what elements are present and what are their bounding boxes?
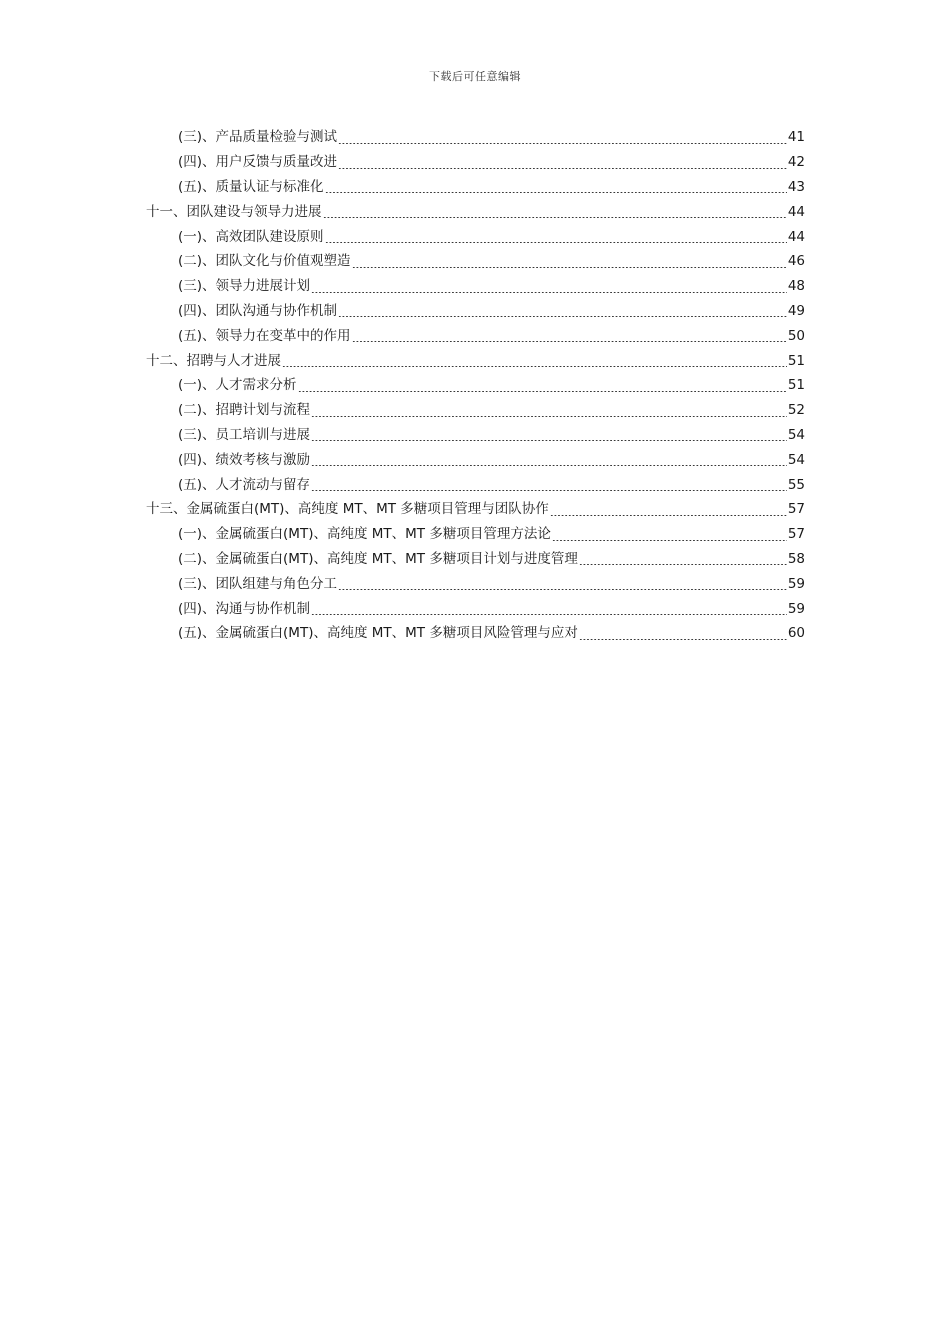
toc-entry-title: (五)、质量认证与标准化 [178,178,324,195]
toc-entry-page-number: 58 [787,550,805,567]
toc-entry-page-number: 49 [787,302,805,319]
toc-entry-title: (五)、人才流动与留存 [178,476,311,493]
toc-entry-title: (四)、沟通与协作机制 [178,600,311,617]
toc-entry-page-number: 55 [787,476,805,493]
toc-entry-title: (二)、团队文化与价值观塑造 [178,253,351,270]
toc-entry-page-number: 57 [787,526,805,543]
toc-dot-leader [352,267,787,268]
toc-dot-leader [311,440,787,441]
toc-entry-page-number: 44 [787,228,805,245]
toc-entry-title: (三)、团队组建与角色分工 [178,575,338,592]
toc-dot-leader [338,168,787,169]
toc-entry[interactable] [178,175,805,200]
table-of-contents [0,125,950,646]
toc-dot-leader [311,292,787,293]
toc-entry[interactable] [146,497,805,522]
toc-entry-title: (三)、员工培训与进展 [178,426,311,443]
toc-entry-page-number: 41 [787,129,805,146]
toc-entry[interactable] [178,571,805,596]
toc-dot-leader [338,316,787,317]
toc-dot-leader [552,540,787,541]
toc-entry-title: 十二、招聘与人才进展 [146,352,281,369]
toc-entry[interactable] [178,323,805,348]
toc-entry-title: 十三、金属硫蛋白(MT)、高纯度 MT、MT 多糖项目管理与团队协作 [146,501,549,518]
toc-entry-page-number: 59 [787,600,805,617]
toc-entry[interactable] [178,596,805,621]
toc-entry[interactable] [146,348,805,373]
toc-dot-leader [325,192,787,193]
toc-entry-page-number: 42 [787,154,805,171]
toc-entry[interactable] [178,423,805,448]
toc-entry-title: (四)、绩效考核与激励 [178,451,311,468]
toc-dot-leader [579,639,787,640]
toc-entry-title: (四)、团队沟通与协作机制 [178,302,338,319]
toc-entry[interactable] [178,249,805,274]
toc-entry-page-number: 60 [787,625,805,642]
toc-entry-page-number: 51 [787,377,805,394]
toc-entry-page-number: 54 [787,451,805,468]
toc-entry-page-number: 59 [787,575,805,592]
toc-entry-page-number: 51 [787,352,805,369]
toc-entry-title: (一)、高效团队建设原则 [178,228,324,245]
toc-dot-leader [352,341,787,342]
toc-dot-leader [311,465,787,466]
toc-entry-title: (三)、领导力进展计划 [178,278,311,295]
toc-dot-leader [550,515,787,516]
toc-dot-leader [338,589,787,590]
toc-entry[interactable] [178,150,805,175]
toc-dot-leader [579,564,787,565]
toc-entry-title: 十一、团队建设与领导力进展 [146,203,322,220]
toc-entry[interactable] [178,447,805,472]
toc-entry-title: (四)、用户反馈与质量改进 [178,154,338,171]
toc-dot-leader [338,143,787,144]
toc-entry[interactable] [178,125,805,150]
toc-entry-page-number: 44 [787,203,805,220]
toc-entry[interactable] [178,398,805,423]
toc-entry-title: (一)、金属硫蛋白(MT)、高纯度 MT、MT 多糖项目管理方法论 [178,526,551,543]
toc-dot-leader [325,242,787,243]
toc-entry-page-number: 54 [787,426,805,443]
toc-dot-leader [311,490,787,491]
header-note: 下载后可任意编辑 [429,70,521,83]
toc-entry[interactable] [178,472,805,497]
toc-entry-title: (二)、金属硫蛋白(MT)、高纯度 MT、MT 多糖项目计划与进度管理 [178,550,578,567]
toc-entry-page-number: 48 [787,278,805,295]
toc-entry[interactable] [178,522,805,547]
toc-entry-page-number: 57 [787,501,805,518]
toc-entry-title: (二)、招聘计划与流程 [178,402,311,419]
toc-dot-leader [311,416,787,417]
toc-dot-leader [282,366,787,367]
toc-entry-title: (一)、人才需求分析 [178,377,297,394]
toc-dot-leader [298,391,787,392]
toc-dot-leader [323,217,787,218]
toc-entry-page-number: 50 [787,327,805,344]
toc-entry-title: (五)、领导力在变革中的作用 [178,327,351,344]
toc-entry[interactable] [178,299,805,324]
toc-entry-page-number: 43 [787,178,805,195]
toc-entry-title: (三)、产品质量检验与测试 [178,129,338,146]
toc-entry-page-number: 52 [787,402,805,419]
toc-entry-title: (五)、金属硫蛋白(MT)、高纯度 MT、MT 多糖项目风险管理与应对 [178,625,578,642]
toc-entry[interactable] [178,274,805,299]
toc-entry[interactable] [178,621,805,646]
toc-dot-leader [311,614,787,615]
toc-entry-page-number: 46 [787,253,805,270]
toc-entry[interactable] [178,224,805,249]
toc-entry[interactable] [178,547,805,572]
toc-entry[interactable] [146,199,805,224]
toc-entry[interactable] [178,373,805,398]
